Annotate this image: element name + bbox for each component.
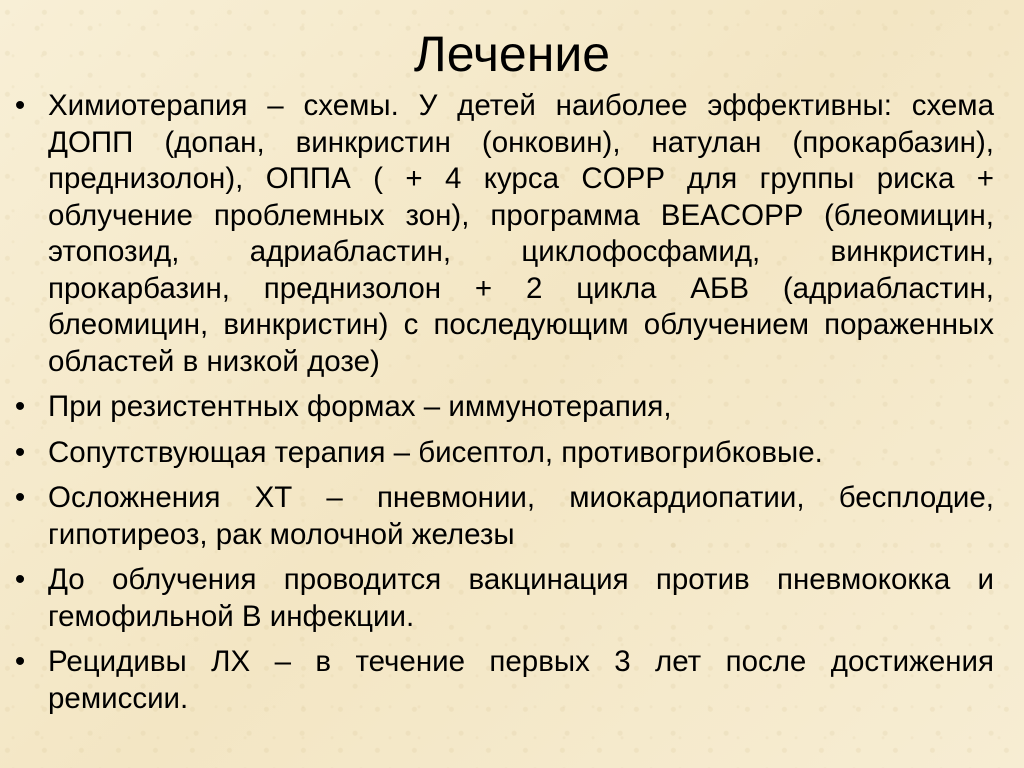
bullet-text: При резистентных формах – иммунотерапия,	[48, 390, 672, 423]
bullet-list	[0, 88, 1024, 726]
bullet-item-supportive-therapy	[0, 435, 1024, 472]
bullet-text: Химиотерапия – схемы. У детей наиболее эффективны: схема ДОПП (допан, винкристин (онковин), натулан (прокарбазин), преднизолон), ОППА ( + 4 курса COPP для группы риска + облучение проблемных зон), программа BEACOPP (блеомицин, этопозид, адриабластин, циклофосфамид, винкристин, прокарбазин, преднизолон + 2 цикла АБВ (адриабластин, блеомицин, винкристин) с последующим облучением пораженных областей в низкой дозе)	[48, 89, 994, 378]
bullet-item-relapses	[0, 644, 1024, 717]
bullet-text: Сопутствующая терапия – бисептол, противогрибковые.	[48, 435, 823, 469]
bullet-dot-icon: •	[14, 481, 26, 514]
bullet-dot-icon: •	[14, 390, 26, 423]
bullet-item-chemotherapy	[0, 88, 1024, 380]
bullet-dot-icon: •	[14, 563, 26, 596]
bullet-dot-icon: •	[14, 89, 26, 122]
bullet-item-vaccination	[0, 562, 1024, 635]
bullet-item-complications	[0, 480, 1024, 553]
bullet-text: До облучения проводится вакцинация против пневмококка и гемофильной В инфекции.	[48, 563, 994, 633]
bullet-text: Осложнения ХТ – пневмонии, миокардиопатии, бесплодие, гипотиреоз, рак молочной железы	[48, 481, 994, 551]
bullet-text: Рецидивы ЛХ – в течение первых 3 лет после достижения ремиссии.	[48, 645, 994, 715]
bullet-item-resistant-forms	[0, 389, 1024, 426]
bullet-dot-icon: •	[14, 645, 26, 678]
slide-title: Лечение	[413, 26, 611, 82]
bullet-dot-icon: •	[14, 435, 26, 469]
